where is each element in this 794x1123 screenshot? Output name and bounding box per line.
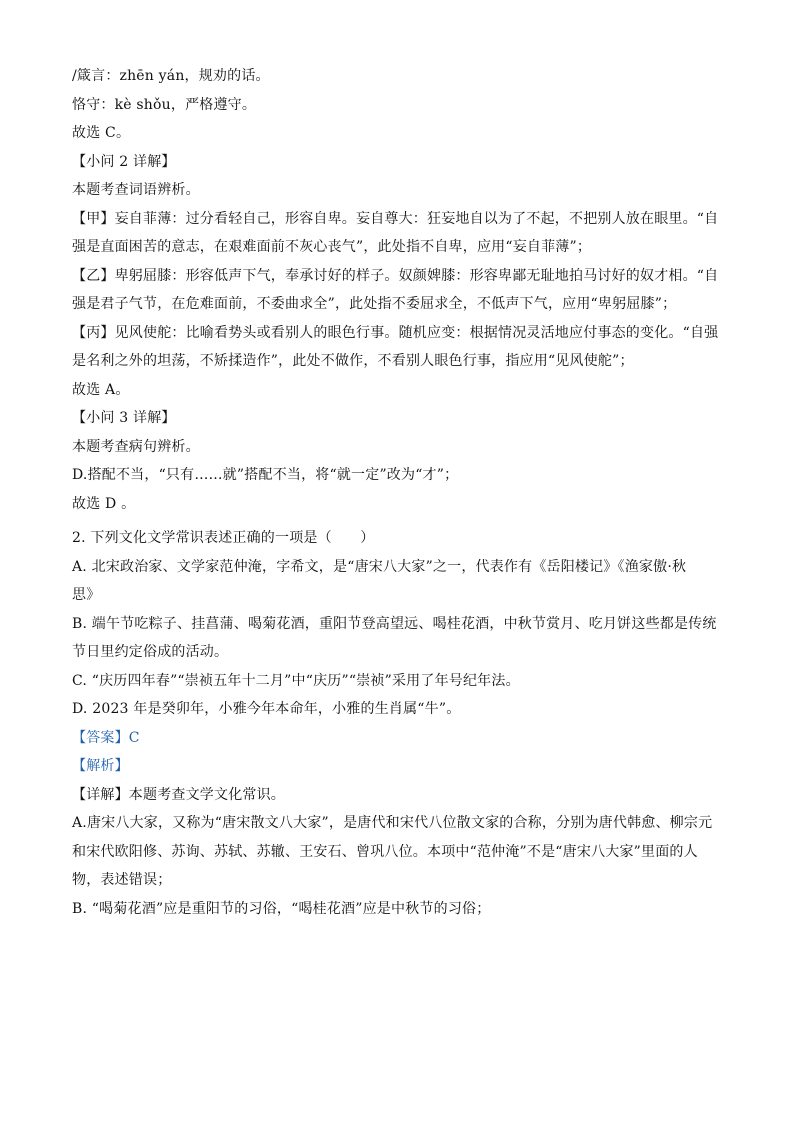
- option-c: C. “庆历四年春”“崇祯五年十二月”中“庆历”“崇祯”采用了年号纪年法。: [72, 672, 520, 689]
- text-line: 和宋代欧阳修、苏询、苏轼、苏辙、王安石、曾巩八位。本项中“范仲淹”不是“唐宋八大家”里面的人: [72, 843, 698, 860]
- text-line: 物，表述错误；: [72, 872, 172, 888]
- option-d: D. 2023 年是癸卯年，小雅今年本命年，小雅的生肖属“牛”。: [72, 701, 461, 717]
- answer-label: 【答案】C: [72, 729, 140, 746]
- text-line: 强是君子气节，在危难面前，不委曲求全”，此处指不委屈求全，不低声下气，应用“卑躬屈膝”；: [72, 296, 677, 312]
- option-a-continued: 思》: [72, 587, 101, 603]
- text-line: A.唐宋八大家，又称为“唐宋散文八大家”，是唐代和宋代八位散文家的合称，分别为唐代韩愈、柳宗元: [72, 815, 713, 831]
- text-line: 故选 C。: [72, 125, 131, 141]
- text-line: 是名利之外的坦荡，不矫揉造作”，此处不做作，不看别人眼色行事，指应用“见风使舵”；: [72, 353, 634, 369]
- text-line: 故选 D 。: [72, 495, 136, 512]
- option-b-continued: 节日里约定俗成的活动。: [72, 644, 229, 660]
- text-line: 【甲】妄自菲薄：过分看轻自己，形容自卑。妄自尊大：狂妄地自以为了不起，不把别人放在眼里。“自: [72, 210, 719, 227]
- text-line: D.搭配不当，“只有……就”搭配不当，将“就一定”改为“才”；: [72, 467, 459, 483]
- option-b: B. 端午节吃粽子、挂菖蒲、喝菊花酒，重阳节登高望远、喝桂花酒，中秋节赏月、吃月饼这些都是传统: [72, 615, 717, 632]
- document-body: [72, 62, 722, 923]
- text-line: 强是直面困苦的意志，在艰难面前不灰心丧气”，此处指不自卑，应用“妄自菲薄”；: [72, 239, 592, 255]
- text-line: /箴言：zhēn yán，规劝的话。: [72, 68, 270, 84]
- text-line: 【详解】本题考查文学文化常识。: [72, 786, 285, 803]
- option-a: A. 北宋政治家、文学家范仲淹，字希文，是“唐宋八大家”之一，代表作有《岳阳楼记》《渔家傲·秋: [72, 558, 687, 575]
- section-heading: 【小问 2 详解】: [72, 153, 176, 170]
- section-heading: 【小问 3 详解】: [72, 410, 176, 426]
- text-line: 【乙】卑躬屈膝：形容低声下气，奉承讨好的样子。奴颜婢膝：形容卑鄙无耻地拍马讨好的奴才相。“自: [72, 267, 719, 284]
- text-line: 故选 A。: [72, 381, 130, 398]
- text-line: 本题考查词语辨析。: [72, 182, 200, 198]
- text-line: B. “喝菊花酒”应是重阳节的习俗，“喝桂花酒”应是中秋节的习俗；: [72, 900, 491, 917]
- text-line: 本题考查病句辨析。: [72, 438, 200, 455]
- text-line: 【丙】见风使舵：比喻看势头或看别人的眼色行事。随机应变：根据情况灵活地应付事态的变化。“自强: [72, 324, 719, 341]
- question-stem: 2. 下列文化文学常识表述正确的一项是（ ）: [72, 530, 375, 546]
- text-line: 恪守：kè shǒu，严格遵守。: [72, 96, 257, 113]
- analysis-label: 【解析】: [72, 758, 129, 774]
